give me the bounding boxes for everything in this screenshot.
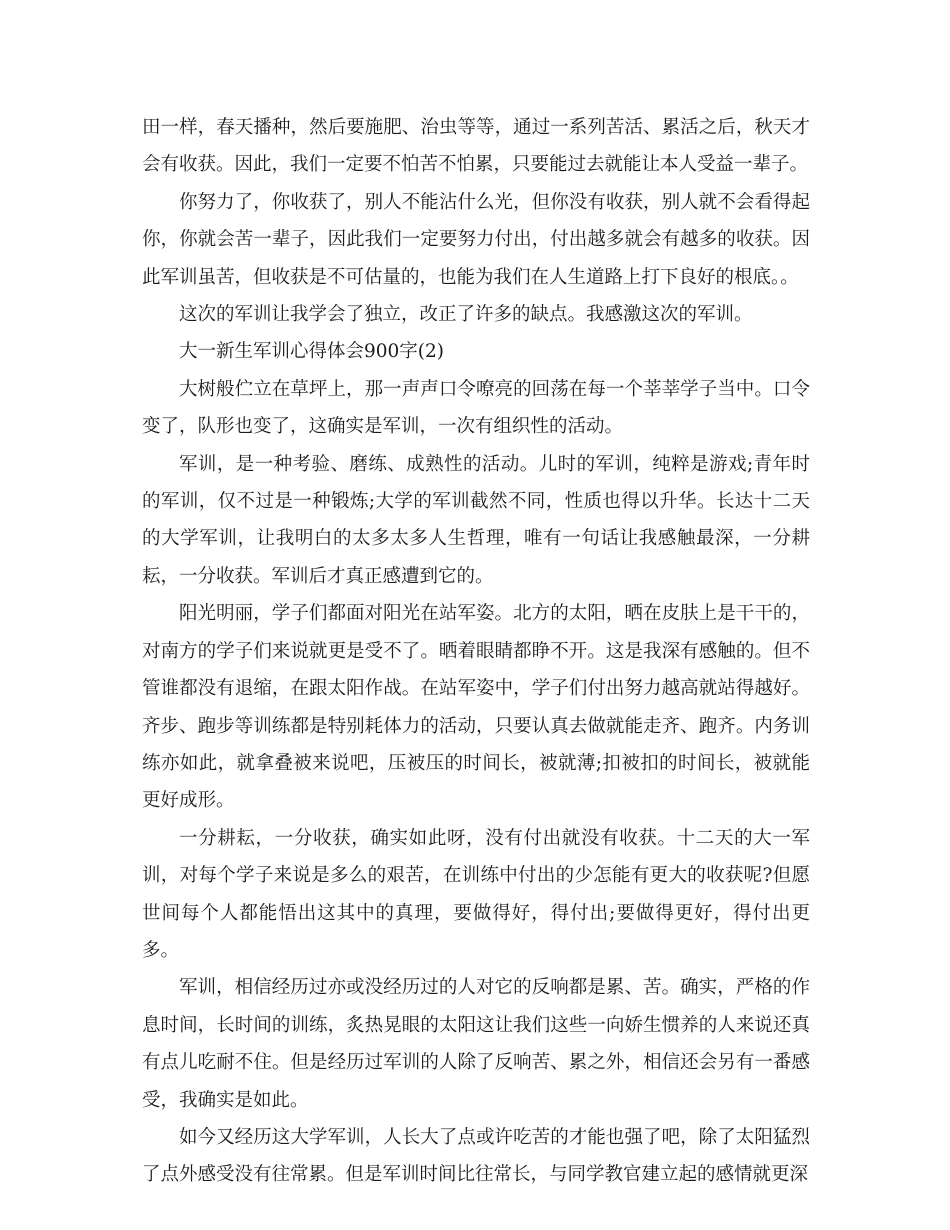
section-heading: 大一新生军训心得体会900字(2) bbox=[179, 341, 445, 363]
document-body bbox=[142, 109, 810, 1194]
paragraph-5: 大树般伫立在草坪上，那一声声口令嘹亮的回荡在每一个莘莘学子当中。口令变了，队形也变了，这确实是军训，一次有组织性的活动。 bbox=[142, 378, 810, 438]
paragraph-6: 军训，是一种考验、磨练、成熟性的活动。儿时的军训，纯粹是游戏;青年时的军训，仅不过是一种锻炼;大学的军训截然不同，性质也得以升华。长达十二天的大学军训，让我明白的太多太多人生哲理，唯有一句话让我感触最深，一分耕耘，一分收获。军训后才真正感遭到它的。 bbox=[142, 453, 810, 587]
paragraph-9: 军训，相信经历过亦或没经历过的人对它的反响都是累、苦。确实，严格的作息时间，长时间的训练，炙热晃眼的太阳这让我们这些一向娇生惯养的人来说还真有点儿吃耐不住。但是经历过军训的人除了反响苦、累之外，相信还会另有一番感受，我确实是如此。 bbox=[142, 977, 810, 1111]
paragraph-8: 一分耕耘，一分收获，确实如此呀，没有付出就没有收获。十二天的大一军训，对每个学子来说是多么的艰苦，在训练中付出的少怎能有更大的收获呢?但愿世间每个人都能悟出这其中的真理，要做得好，得付出;要做得更好，得付出更多。 bbox=[142, 827, 810, 961]
paragraph-1: 田一样，春天播种，然后要施肥、治虫等等，通过一系列苦活、累活之后，秋天才会有收获。因此，我们一定要不怕苦不怕累，只要能过去就能让本人受益一辈子。 bbox=[142, 117, 810, 176]
paragraph-3: 这次的军训让我学会了独立，改正了许多的缺点。我感激这次的军训。 bbox=[179, 304, 753, 326]
paragraph-7: 阳光明丽，学子们都面对阳光在站军姿。北方的太阳，晒在皮肤上是干干的，对南方的学子们来说就更是受不了。晒着眼睛都睁不开。这是我深有感触的。但不管谁都没有退缩，在跟太阳作战。在站军姿中，学子们付出努力越高就站得越好。齐步、跑步等训练都是特别耗体力的活动，只要认真去做就能走齐、跑齐。内务训练亦如此，就拿叠被来说吧，压被压的时间长，被就薄;扣被扣的时间长，被就能更好成形。 bbox=[142, 603, 810, 812]
paragraph-10: 如今又经历这大学军训，人长大了点或许吃苦的才能也强了吧，除了太阳猛烈了点外感受没有往常累。但是军训时间比往常长，与同学教官建立起的感情就更深 bbox=[142, 1126, 810, 1186]
paragraph-2: 你努力了，你收获了，别人不能沾什么光，但你没有收获，别人就不会看得起你，你就会苦一辈子，因此我们一定要努力付出，付出越多就会有越多的收获。因此军训虽苦，但收获是不可估量的，也能为我们在人生道路上打下良好的根底。。 bbox=[142, 191, 810, 288]
